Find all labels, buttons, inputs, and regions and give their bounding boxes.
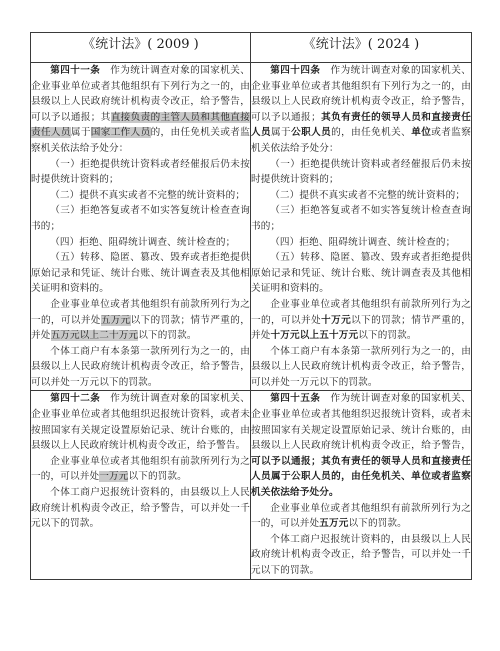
highlight: 五万元 [100,314,131,326]
bold-text: 可以予以通报；其负有责任的领导人员和直接责任人员属于公职人员的，由任免机关、单位或者监察机关依法给予处分。 [251,455,471,499]
article-paragraph [251,63,471,157]
header-2024: 《统计法》( 2024 ) [251,33,472,63]
article-number: 第四十四条 [270,65,321,76]
cell-2024-article-44 [251,63,472,391]
text: 作为统计调查对象的国家机关、企业事业单位或者其他组织有下列行为之一的，由县级以上人民政府统计机构责令改正，给予警告，可以予以通报；其 [31,65,250,123]
article-paragraph: 个体工商户有本条第一款所列行为之一的，由县级以上人民政府统计机构责令改正，给予警告，可以并处一万元以下的罚款。 [31,345,250,388]
article-paragraph [251,391,471,500]
clause: （四）拒绝、阻碍统计调查、统计检查的； [50,236,236,248]
clause: （三）拒绝答复或者不如实答复统计检查查询书的； [251,205,471,232]
cell-2009-article-41 [31,63,251,391]
clause: （五）转移、隐匿、篡改、毁弃或者拒绝提供原始记录和凭证、统计台账、统计调查表及其他相关证明和资料的。 [251,252,471,295]
cell-2024-article-45 [251,391,472,579]
text: 作为统计调查对象的国家机关、企业事业单位或者其他组织有下列行为之一的，由县级以上人民政府统计机构责令改正，给予警告，可以予以通报； [251,65,471,123]
article-number: 第四十二条 [50,393,101,405]
clause: （二）提供不真实或者不完整的统计资料的； [270,189,466,201]
bold-text: 单位 [411,127,432,139]
article-number: 第四十五条 [270,393,321,405]
text: 以下的罚款；情节严重的，并处 [251,314,471,342]
highlight: 一万元 [99,471,129,483]
article-number: 第四十一条 [50,65,101,76]
text: 或者监察机关依法给予处分： [251,127,471,154]
article-paragraph [31,391,250,453]
clause: （三）拒绝答复或者不如实答复统计检查查询书的； [31,205,250,232]
text: 以下的罚款；情节严重的，并处 [31,314,250,342]
bold-text: 公职人员 [291,127,332,139]
text: 以下的罚款。 [128,471,187,483]
header-row [31,33,472,63]
text: 属于 [271,127,292,139]
text: 以下的罚款。 [138,330,197,342]
cell-2009-article-42 [31,391,251,579]
bold-text: 五万元 [319,518,349,530]
bold-text: 十万元 [321,314,352,326]
text: 的，由任免机关或者监察机关依法给予处分： [31,127,250,154]
text: 企业事业单位或者其他组织有前款所列行为之一的，可以并处 [251,502,471,530]
article-paragraph [251,297,471,344]
text: 企业事业单位或者其他组织有前款所列行为之一的，可以并处 [31,298,250,326]
clause: （四）拒绝、阻碍统计调查、统计检查的； [270,236,456,248]
article-paragraph: 个体工商户迟报统计资料的，由县级以上人民政府统计机构责令改正，给予警告，可以并处一千元以下的罚款。 [31,487,250,530]
text: 作为统计调查对象的国家机关、企业事业单位或者其他组织迟报统计资料，或者未按照国家有关规定设置原始记录、统计台账的，由县级以上人民政府统计机构责令改正，给予警告。 [31,393,250,452]
clause: （一）拒绝提供统计资料或者经催报后仍未按时提供统计资料的； [251,158,471,186]
clause: （二）提供不真实或者不完整的统计资料的； [50,189,246,201]
text: 作为统计调查对象的国家机关、企业事业单位或者其他组织迟报统计资料，或者未按照国家有关规定设置原始记录、统计台账的，由县级以上人民政府统计机构责令改正，给予警告， [251,393,471,452]
clause: （五）转移、隐匿、篡改、毁弃或者拒绝提供原始记录和凭证、统计台账、统计调查表及其他相关证明和资料的。 [31,252,250,295]
highlight: 五万元以上二十万元 [50,330,139,342]
header-2009: 《统计法》( 2009 ) [31,33,251,63]
article-paragraph [31,297,250,344]
article-paragraph [31,454,250,485]
text: 企业事业单位或者其他组织有前款所列行为之一的，可以并处 [251,298,471,326]
table-row [31,391,472,579]
bold-text: 十万元以上五十万元 [270,330,359,342]
article-paragraph: 个体工商户迟报统计资料的，由县级以上人民政府统计机构责令改正，给予警告，可以并处一千元以下的罚款。 [251,533,471,576]
article-paragraph: 个体工商户有本条第一款所列行为之一的，由县级以上人民政府统计机构责令改正，给予警告，可以并处一万元以下的罚款。 [251,345,471,388]
article-paragraph [251,501,471,532]
text: 以下的罚款。 [348,518,407,530]
text: 属于 [70,127,91,139]
text: 企业事业单位或者其他组织有前款所列行为之一的，可以并处 [31,455,250,483]
table-row [31,63,472,391]
highlight: 直接负责的主管人员和其他直接责任人员 [31,111,250,139]
comparison-table [30,32,472,580]
highlight: 国家工作人员 [90,127,151,139]
text: 的，由任免机关、 [331,127,412,139]
clause: （一）拒绝提供统计资料或者经催报后仍未按时提供统计资料的； [31,158,250,186]
article-paragraph [31,63,250,157]
bold-text: 其负有责任的领导人员和直接责任人员 [251,111,472,139]
text: 以下的罚款。 [358,330,417,342]
